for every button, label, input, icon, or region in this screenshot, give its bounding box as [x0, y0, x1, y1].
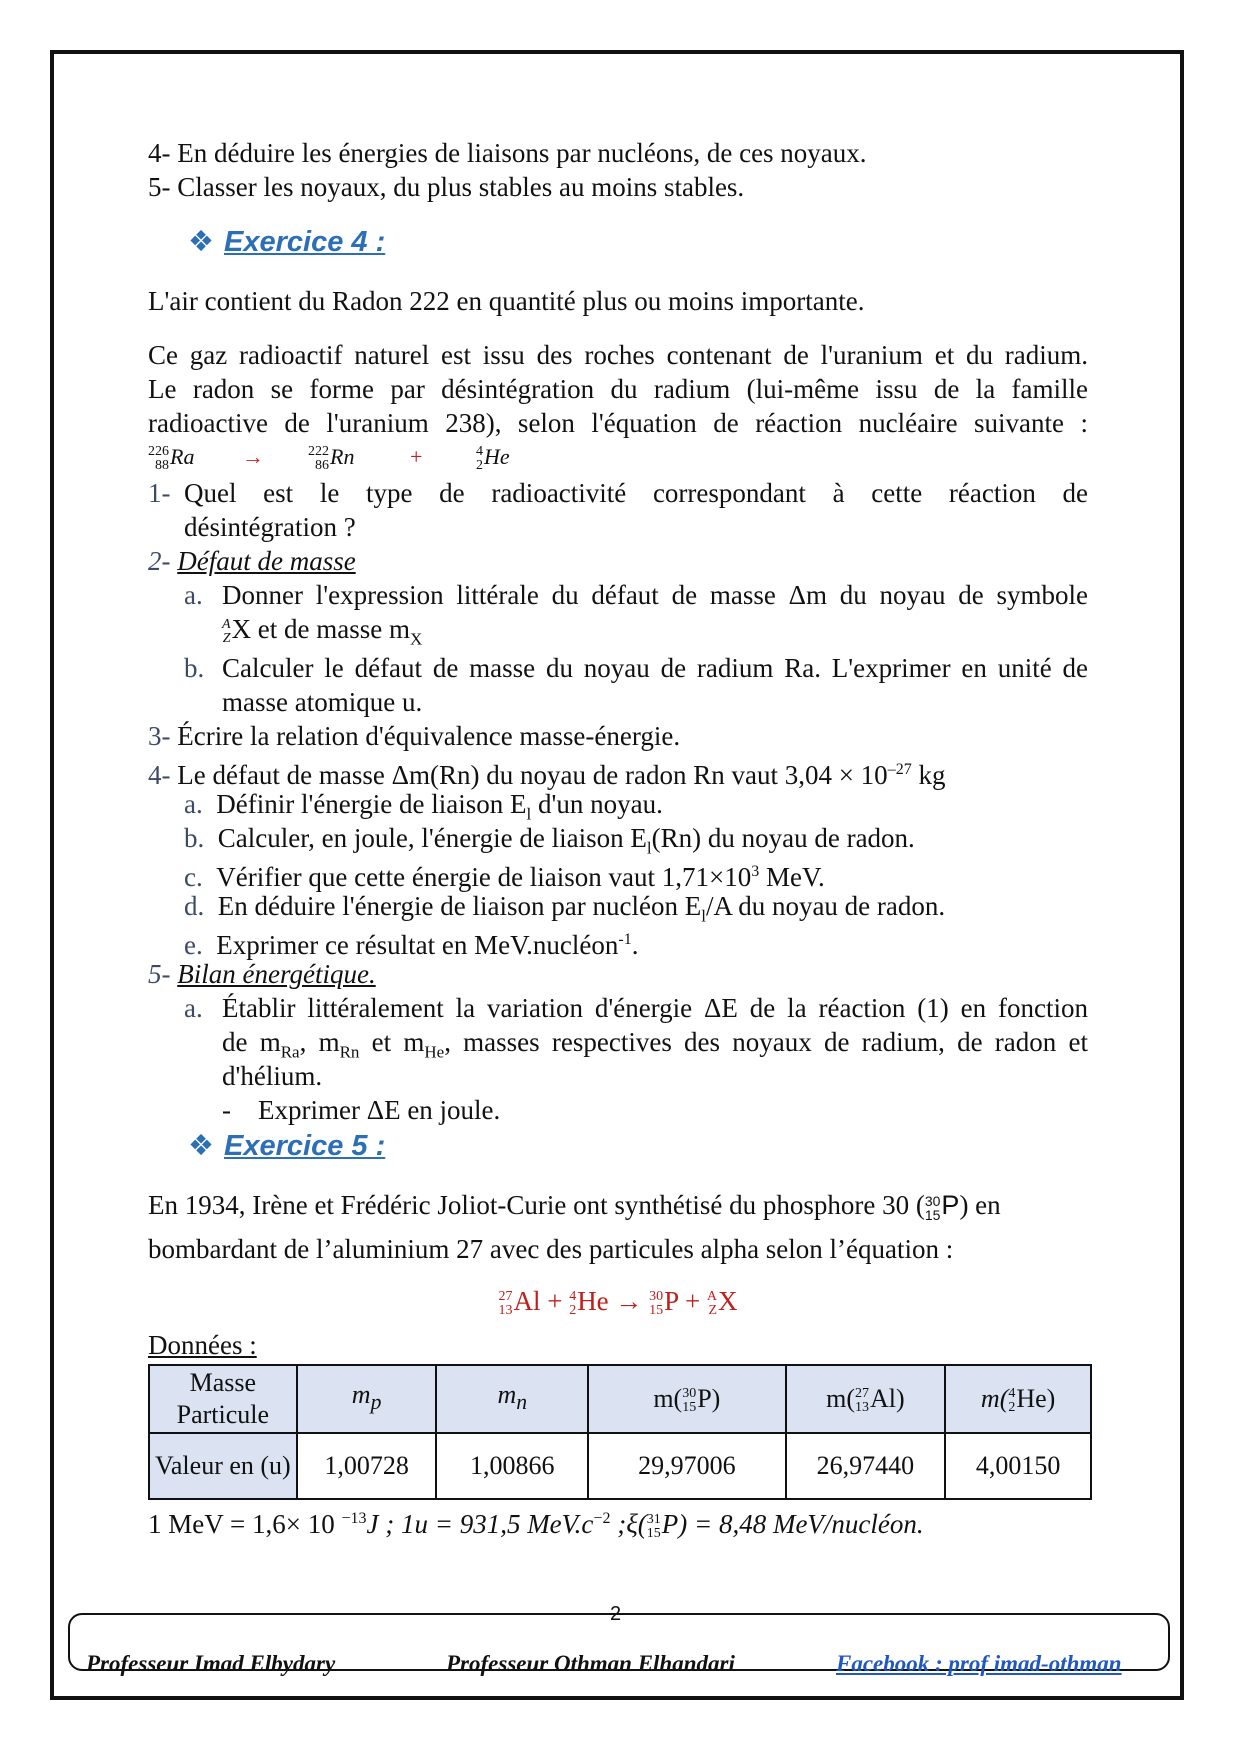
question-5a-line-2: de $m_{Ra}$, $m_{Rn}$ et $m_{He}$, masses respectives des noyaux de radium, de radon et — [222, 1027, 1088, 1062]
question-2a-label: a. — [184, 580, 203, 610]
table-header-cell: $m_p$ — [297, 1365, 437, 1433]
question-1-text-2: désintégration ? — [184, 512, 356, 542]
table-cell: 1,00728 — [297, 1433, 437, 1499]
table-row — [149, 1433, 1091, 1499]
table-row — [149, 1365, 1091, 1433]
mass-table — [148, 1364, 1092, 1500]
question-2b-label: b. — [184, 653, 205, 683]
intro-line-2: Ce gaz radioactif naturel est issu des roches contenant de l'uranium et du radium. — [148, 340, 1088, 370]
question-1: 1- — [148, 478, 171, 508]
intro-line-3: Le radon se forme par désintégration du radium (lui-même issu de la famille — [148, 374, 1088, 404]
footer-author-1: Professeur Imad Elbydary — [86, 1651, 336, 1676]
footer-facebook-link[interactable]: Facebook : prof imad-othman — [836, 1651, 1122, 1676]
table-row-header: Valeur en (u) — [149, 1433, 297, 1499]
table-header-cell: m( 4 2 He) — [945, 1365, 1091, 1433]
table-header-cell: $m_n$ — [436, 1365, 588, 1433]
question-4: 4- Le défaut de masse Δm(Rn) du noyau de radon Rn vaut $3,04 \times 10^{-27}$ kg — [148, 760, 946, 790]
question-5a-label: a. — [184, 993, 203, 1023]
question-2a: Donner l'expression littérale du défaut de masse Δm du noyau de symbole — [222, 580, 1088, 610]
question-2: 2- Défaut de masse — [148, 546, 356, 576]
question-1-text: Quel est le type de radioactivité correspondant à cette réaction de — [184, 478, 1088, 508]
table-cell: 1,00866 — [436, 1433, 588, 1499]
footer-author-2: Professeur Othman Elhandari — [446, 1651, 735, 1676]
diamond-bullet-icon: ❖ — [188, 1130, 214, 1162]
question-4a: a. Définir l'énergie de liaison $E_l$ d'un noyau. — [184, 789, 663, 824]
data-heading: Données : — [148, 1330, 257, 1360]
exercise-5-text-1: En 1934, Irène et Frédéric Joliot-Curie ont synthétisé du phosphore 30 ( 30 15 P) en — [148, 1190, 1001, 1223]
question-4b: b. Calculer, en joule, l'énergie de liaison $E_l(Rn)$ du noyau de radon. — [184, 823, 915, 858]
table-cell: 4,00150 — [945, 1433, 1091, 1499]
question-5a-line-3: d'hélium. — [222, 1061, 323, 1091]
exercise-4-heading: ❖ Exercice 4 : — [188, 226, 386, 258]
question-2b-line-2: masse atomique u. — [222, 687, 423, 717]
question-4d: d. En déduire l'énergie de liaison par nucléon $E_l/A$ du noyau de radon. — [184, 891, 946, 926]
question-5: 5- Bilan énergétique. — [148, 959, 376, 989]
item-5: 5- Classer les noyaux, du plus stables au moins stables. — [148, 172, 745, 202]
table-header-cell: m( 30 15 P) — [588, 1365, 785, 1433]
question-2b: Calculer le défaut de masse du noyau de radium Ra. L'exprimer en unité de — [222, 653, 1088, 683]
question-5a: Établir littéralement la variation d'énergie ΔE de la réaction (1) en fonction — [222, 993, 1088, 1023]
arrow-icon: → — [242, 444, 264, 469]
question-4c: c. Vérifier que cette énergie de liaison vaut $1,71\times 10^3$ MeV. — [184, 862, 825, 892]
constants-line: 1 MeV = 1,6× 10 $^{-13}$J ; 1u = 931,5 $MeV.c^{-2}$ ;ξ( 31 15 P) = 8,48 MeV/nucléon. — [148, 1509, 924, 1541]
intro-line-4: radioactive de l'uranium 238), selon l'équation de réaction nucléaire suivante : — [148, 408, 1088, 438]
table-cell: 26,97440 — [786, 1433, 946, 1499]
question-3: 3- Écrire la relation d'équivalence masse-énergie. — [148, 721, 681, 751]
table-header-cell: m( 27 13 Al) — [786, 1365, 946, 1433]
page-number: 2 — [610, 1603, 622, 1625]
question-5a-dash: - Exprimer ΔE en joule. — [222, 1095, 501, 1125]
exercise-5-heading: ❖ Exercice 5 : — [188, 1130, 386, 1162]
item-4: 4- En déduire les énergies de liaisons par nucléons, de ces noyaux. — [148, 138, 867, 168]
intro-line-1: L'air contient du Radon 222 en quantité plus ou moins importante. — [148, 286, 865, 316]
table-header-cell: Masse Particule — [149, 1365, 297, 1433]
synthesis-equation: 27 13 Al + 4 2 He → 30 15 P + A Z X — [498, 1286, 738, 1318]
question-2a-line-2: A Z X et de masse $m_X$ — [222, 614, 423, 649]
exercise-5-text-2: bombardant de l’aluminium 27 avec des particules alpha selon l’équation : — [148, 1234, 954, 1264]
diamond-bullet-icon: ❖ — [188, 226, 214, 258]
question-4e: e. Exprimer ce résultat en MeV.nucléon$^{-1}$. — [184, 930, 639, 960]
table-cell: 29,97006 — [588, 1433, 785, 1499]
